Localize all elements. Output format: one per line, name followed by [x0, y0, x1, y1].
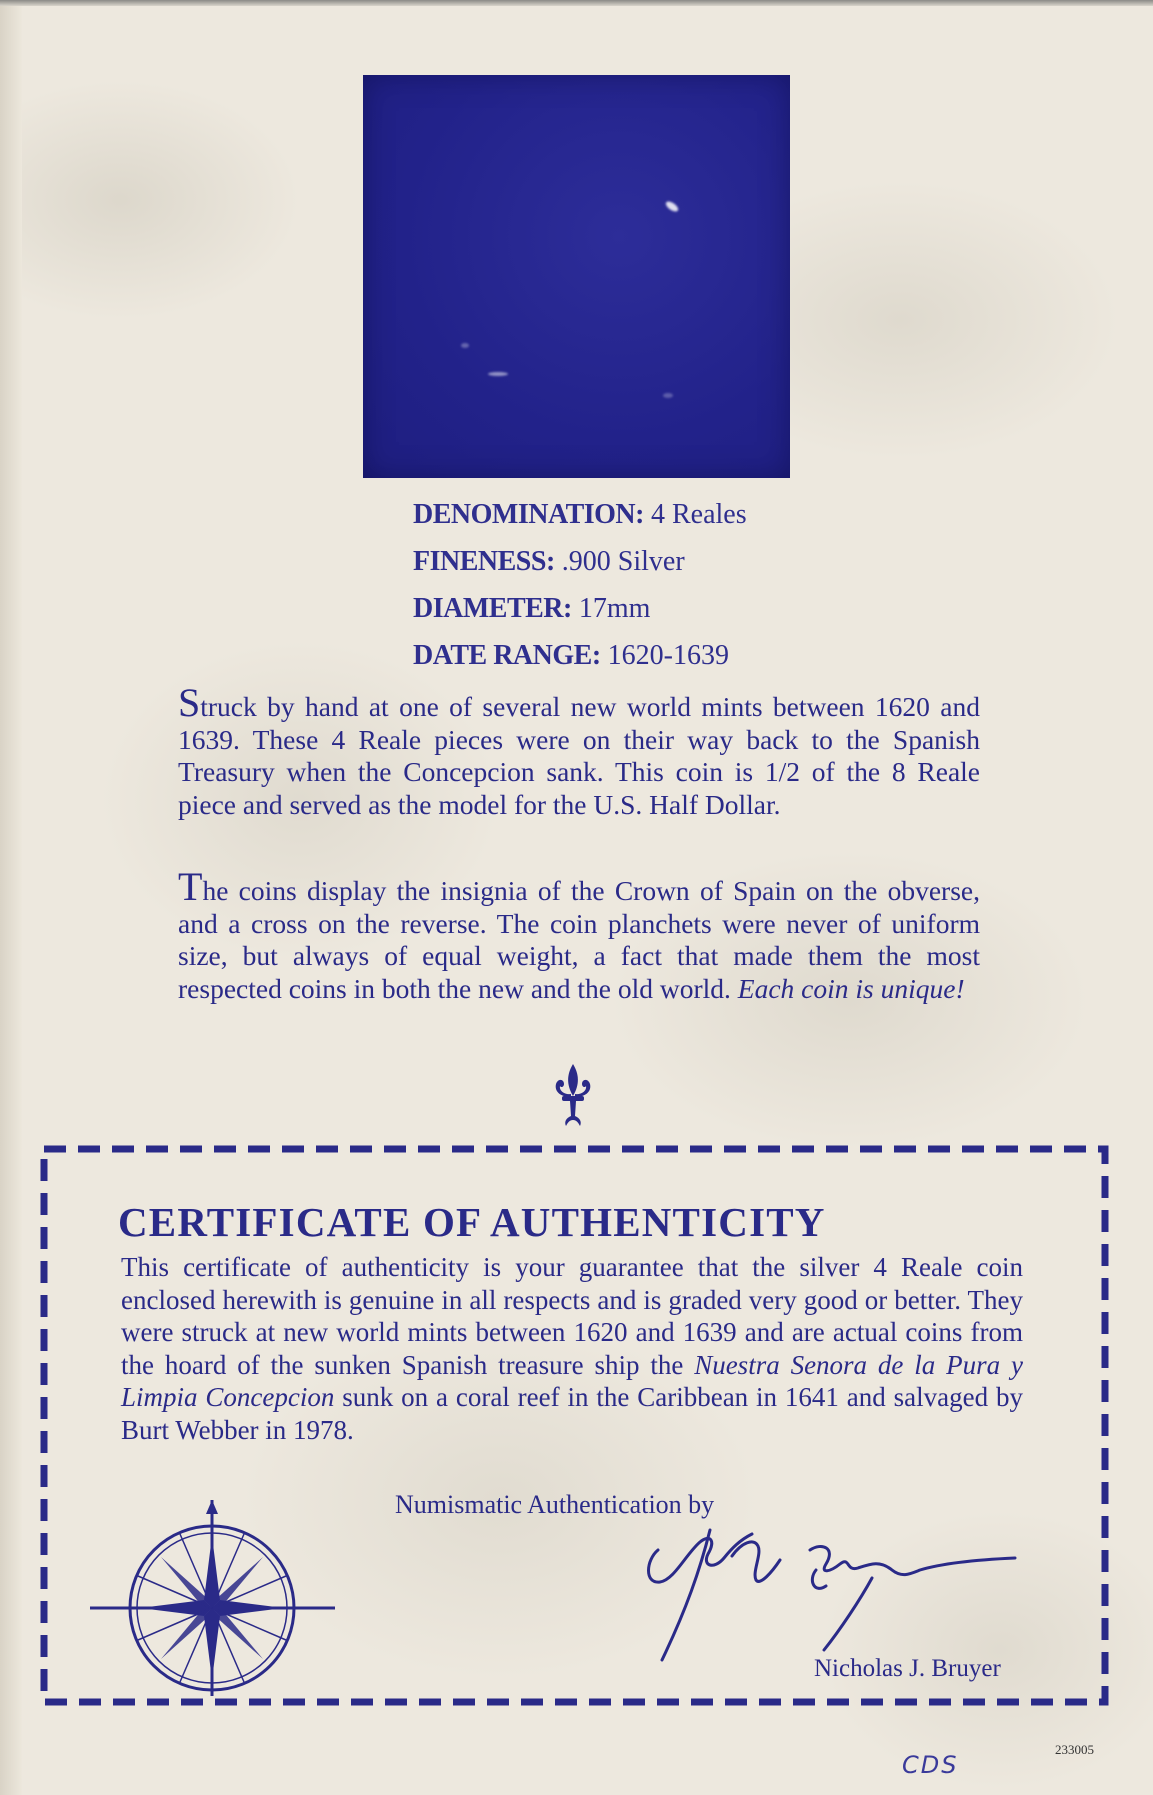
drop-cap: S [178, 680, 201, 725]
paragraph-text: he coins display the insignia of the Crown of Spain on the obverse, and a cross on the reverse. The coin planchets were never of uniform size, but always of equal weight, a fact that made them the most respected coins in both the new and the old world. [178, 875, 980, 1004]
spec-value: 4 Reales [650, 499, 747, 530]
paper-top-edge [0, 0, 1153, 6]
fleur-de-lis-icon [550, 1062, 596, 1130]
certificate-body [121, 1251, 1023, 1446]
spec-value: .900 Silver [561, 546, 685, 577]
authentication-label: Numismatic Authentication by [395, 1490, 715, 1519]
coin-glint [461, 343, 469, 348]
signer-name: Nicholas J. Bruyer [814, 1655, 1001, 1682]
certificate-title: CERTIFICATE OF AUTHENTICITY [118, 1199, 826, 1245]
spec-label: FINENESS: [413, 546, 555, 577]
spec-label: DENOMINATION: [413, 499, 644, 530]
spec-diameter [413, 589, 747, 636]
paragraph-emphasis: Each coin is unique! [737, 972, 965, 1004]
insignia-paragraph [178, 864, 980, 1005]
spec-value: 1620-1639 [607, 640, 729, 671]
ship-name: Nuestra Senora de la Pura y Limpia Concepcion [121, 1349, 1023, 1412]
spec-date-range [413, 636, 747, 683]
spec-label: DATE RANGE: [413, 640, 601, 671]
spec-label: DIAMETER: [413, 593, 572, 624]
coin-glint [488, 372, 508, 376]
certificate-text: This certificate of authenticity is your guarantee that the silver 4 Reale coin enclosed herewith is genuine in all respects and is graded very good or better. They were struck at new world mints between 1620 and 1639 and are actual coins from the hoard of the sunken Spanish treasure ship the [121, 1252, 1023, 1380]
spec-denomination [413, 495, 747, 542]
paragraph-text: truck by hand at one of several new world mints between 1620 and 1639. These 4 Reale pieces were on their way back to the Spanish Treasury when the Concepcion sank. This coin is 1/2 of the 8 Reale piece and served as the model for the U.S. Half Dollar. [178, 691, 980, 820]
coin-specs [413, 495, 747, 683]
signature [640, 1520, 1030, 1670]
handwritten-note: CDS [902, 1751, 959, 1779]
coin-window [363, 75, 790, 478]
history-paragraph [178, 680, 980, 821]
paper-fold-edge [0, 0, 22, 1795]
coin-glint [663, 393, 673, 398]
coin-glint [664, 200, 679, 214]
drop-cap: T [178, 864, 203, 909]
compass-rose-icon [90, 1496, 335, 1696]
spec-fineness [413, 542, 747, 589]
serial-number: 233005 [1055, 1742, 1094, 1757]
spec-value: 17mm [578, 593, 651, 624]
certificate-text: sunk on a coral reef in the Caribbean in 1641 and salvaged by Burt Webber in 1978. [121, 1382, 1023, 1445]
